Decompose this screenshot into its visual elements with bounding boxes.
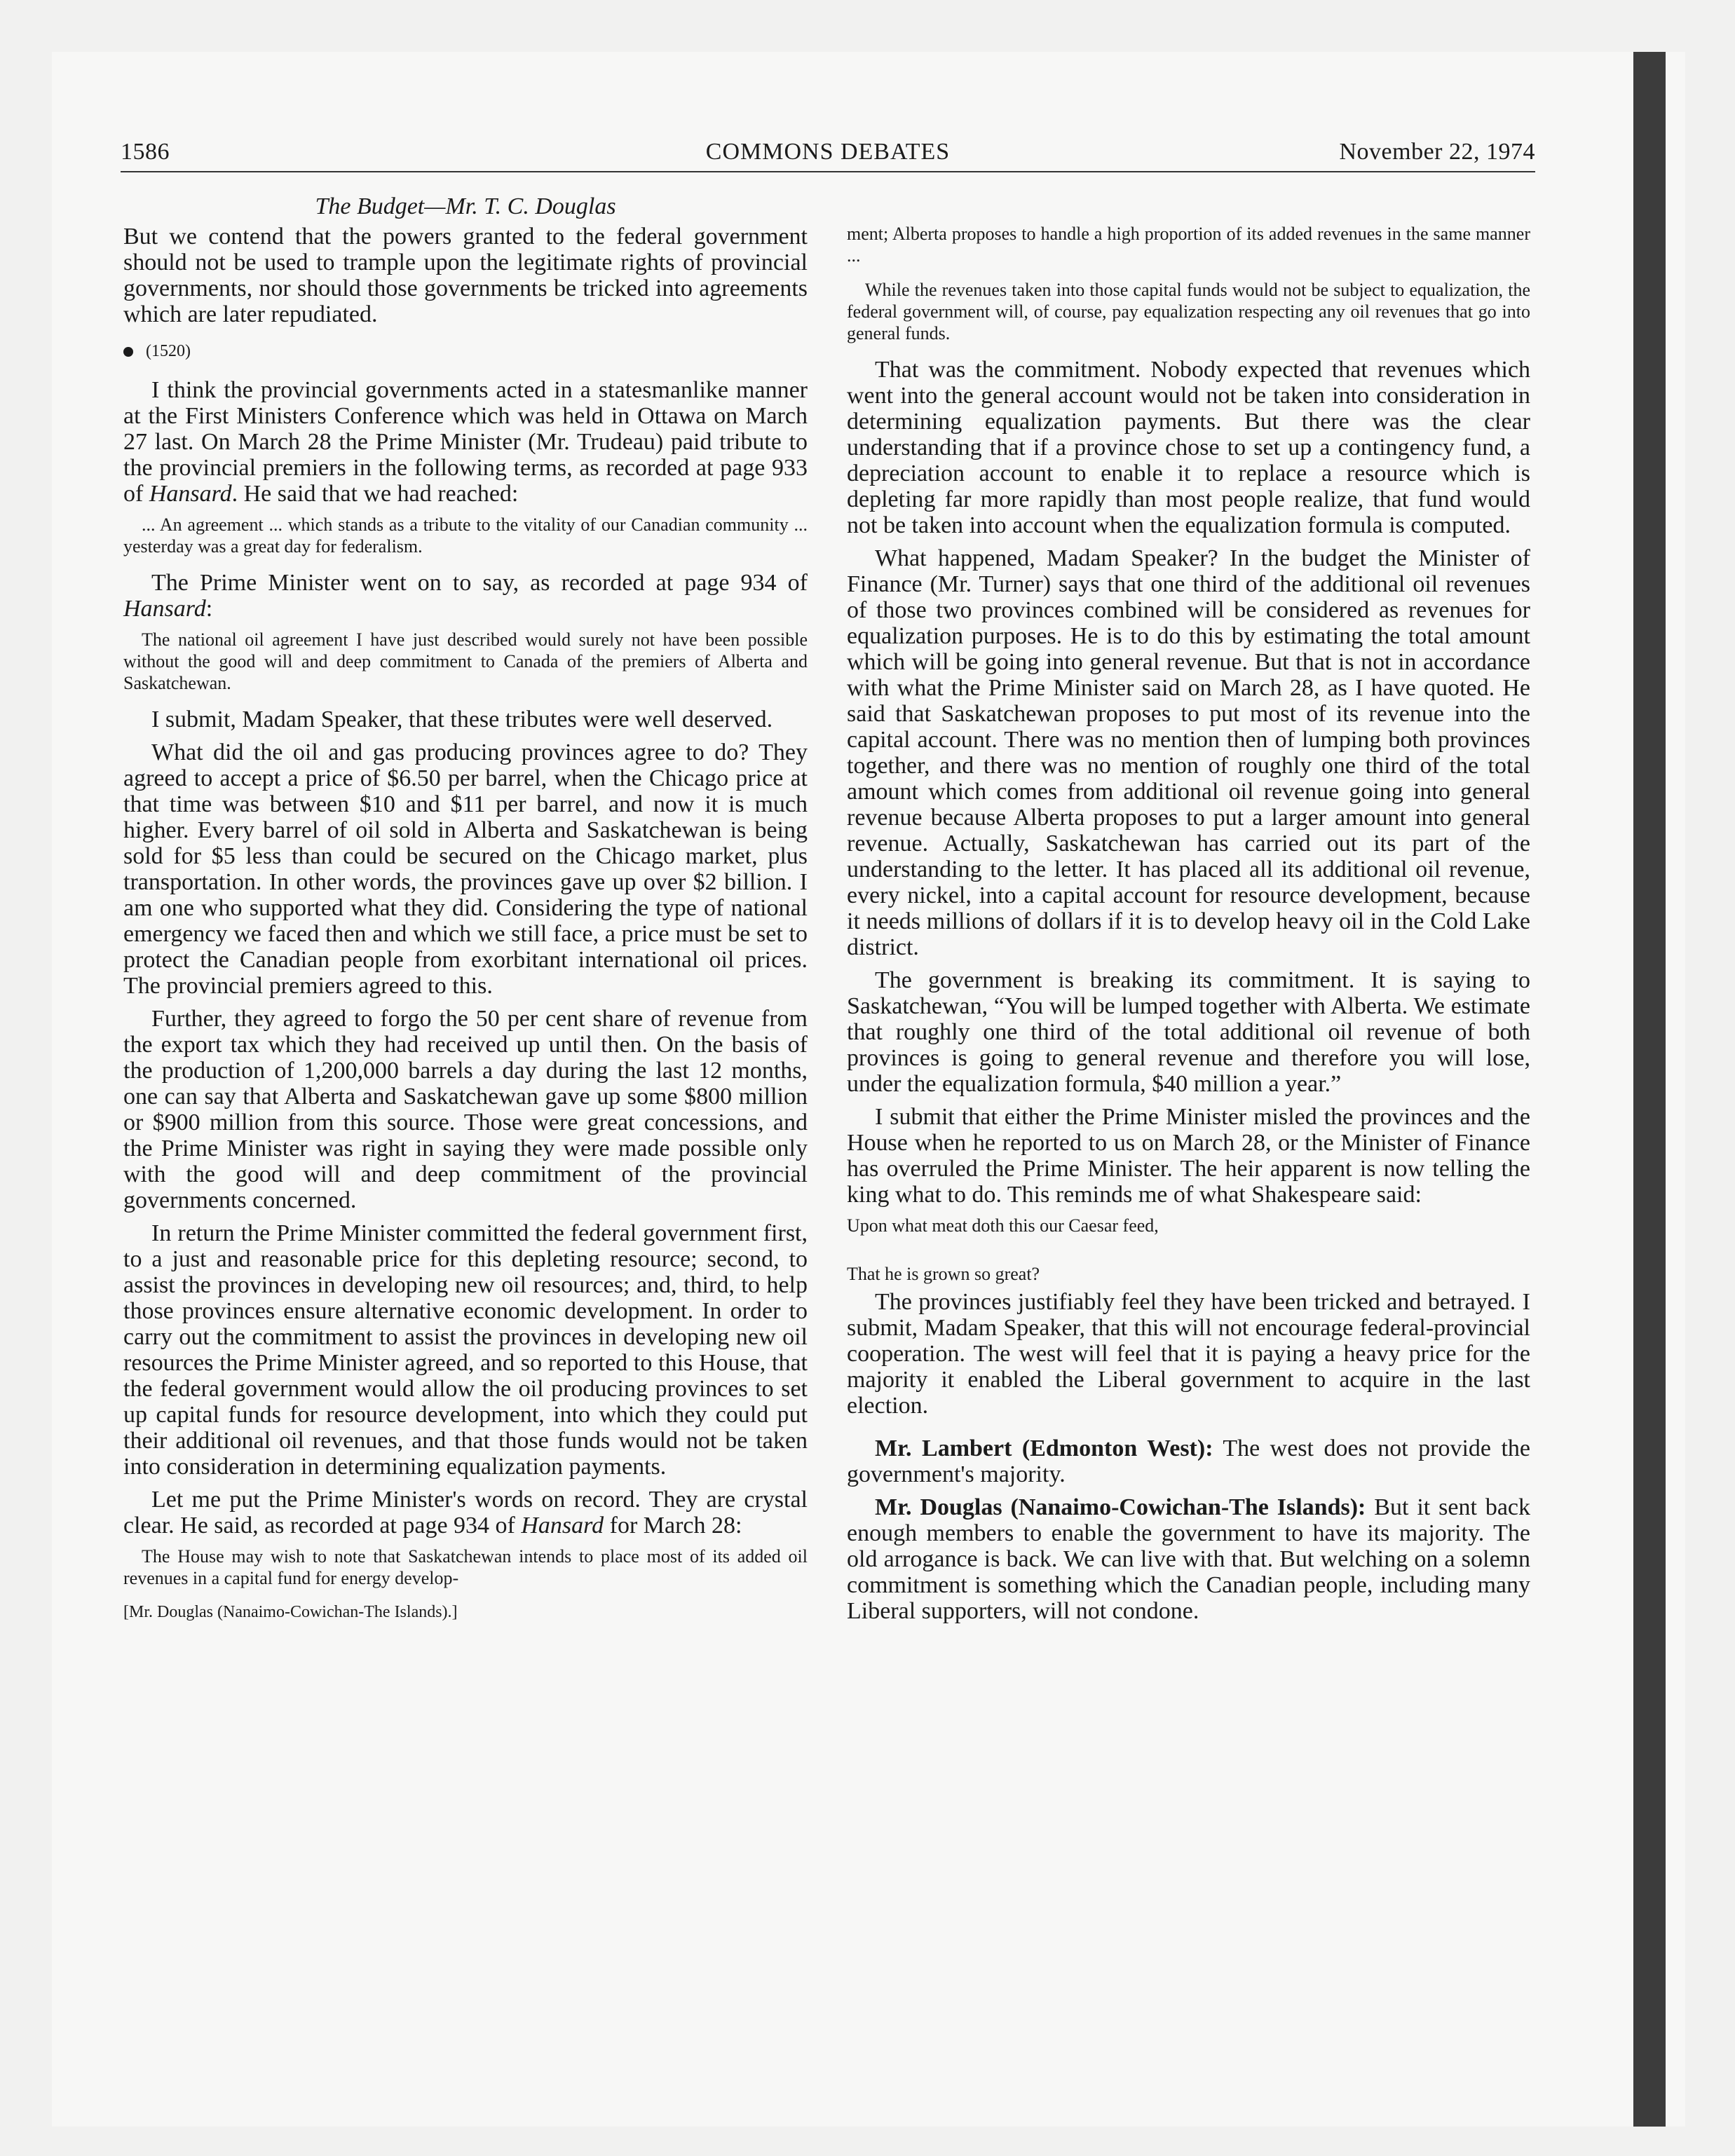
speech-text: The west does not provide the government's majority. bbox=[847, 1435, 1530, 1487]
block-quote: ... An agreement ... which stands as a tribute to the vitality of our Canadian community ... yesterday was a great day for federalism. bbox=[123, 514, 808, 557]
header-rule bbox=[121, 171, 1535, 172]
page-number: 1586 bbox=[121, 139, 170, 165]
text-run: The Prime Minister went on to say, as recorded at page 934 of bbox=[151, 570, 808, 596]
timestamp bbox=[123, 339, 808, 364]
left-column bbox=[123, 193, 808, 1623]
verse-gap bbox=[847, 1241, 1530, 1259]
paragraph bbox=[123, 570, 808, 622]
paragraph bbox=[123, 1487, 808, 1538]
text-run: Let me put the Prime Minister's words on record. They are crystal clear. He said, as recorded at page 934 of bbox=[123, 1487, 808, 1538]
paragraph: The provinces justifiably feel they have been tricked and betrayed. I submit, Madam Speaker, that this will not encourage federal-provincial cooperation. The west will feel that it is paying a heavy price for the majority it enabled the Liberal government to acquire in the last election. bbox=[847, 1289, 1530, 1419]
paragraph: I submit that either the Prime Minister misled the provinces and the House when he reported to us on March 28, or the Minister of Finance has overruled the Prime Minister. The heir apparent is now telling the king what to do. This reminds me of what Shakespeare said: bbox=[847, 1104, 1530, 1208]
timestamp-text: (1520) bbox=[146, 342, 191, 360]
hansard-ref: Hansard bbox=[123, 596, 206, 622]
speech-douglas bbox=[847, 1494, 1530, 1624]
text-run: for March 28: bbox=[604, 1513, 742, 1538]
speech-lambert bbox=[847, 1435, 1530, 1487]
block-quote: The national oil agreement I have just described would surely not have been possible without the good will and deep commitment to Canada of the premiers of Alberta and Saskatchewan. bbox=[123, 629, 808, 693]
paragraph: What happened, Madam Speaker? In the budget the Minister of Finance (Mr. Turner) says that one third of the additional oil revenues of those two provinces combined will be considered as revenues for equalization purposes. He is to do this by estimating the total amount which will be going into general revenue. But that is not in accordance with what the Prime Minister said on March 28, as I have quoted. He said that Saskatchewan proposes to put most of its revenue into the capital account. There was no mention then of lumping both provinces together, and there was no mention of roughly one third of the total amount which comes from additional oil revenue going into general revenue because Alberta proposes to put a larger amount into general revenue. Actually, Saskatchewan has carried out its part of the understanding to the letter. It has placed all its additional oil revenue, every nickel, into a capital account for resource development, because it needs millions of dollars if it is to develop heavy oil in the Cold Lake district. bbox=[847, 545, 1530, 960]
scan-binding-edge bbox=[1633, 52, 1666, 2127]
text-run: : bbox=[205, 596, 213, 622]
paragraph: But we contend that the powers granted to the federal government should not be used to trample upon the legitimate rights of provincial governments, nor should those governments be tricked into agreements which are later repudiated. bbox=[123, 224, 808, 327]
verse-line: That he is grown so great? bbox=[847, 1264, 1040, 1284]
speaker-name: Mr. Douglas (Nanaimo-Cowichan-The Islands): bbox=[875, 1494, 1366, 1520]
page-header bbox=[121, 139, 1535, 171]
block-quote-continued: ment; Alberta proposes to handle a high proportion of its added revenues in the same manner ... bbox=[847, 224, 1530, 266]
right-column bbox=[847, 223, 1530, 1631]
block-quote: While the revenues taken into those capital funds would not be subject to equalization, the federal government will, of course, pay equalization respecting any oil revenues that go into general funds. bbox=[847, 280, 1530, 343]
speech-text: But it sent back enough members to enable the government to have its majority. The old arrogance is back. We can live with that. But welching on a solemn commitment is something which the Canadian people, including many Liberal supporters, will not condone. bbox=[847, 1494, 1531, 1624]
paragraph: What did the oil and gas producing provinces agree to do? They agreed to accept a price of $6.50 per barrel, when the Chicago price at that time was between $10 and $11 per barrel, and now it is much higher. Every barrel of oil sold in Alberta and Saskatchewan is being sold for $5 less than could be secured on the Chicago market, plus transportation. In other words, the provinces gave up over $2 billion. I am one who supported what they did. Considering the type of national emergency we faced then and which we still face, a price must be set to protect the Canadian people from exorbitant international oil prices. The provincial premiers agreed to this. bbox=[123, 739, 808, 999]
speaker-name: Mr. Lambert (Edmonton West): bbox=[875, 1435, 1213, 1461]
hansard-ref: Hansard bbox=[521, 1513, 604, 1538]
paragraph: In return the Prime Minister committed the federal government first, to a just and reasonable price for this depleting resource; second, to assist the provinces in developing new oil resources; and, third, to help those provinces ensure alternative economic development. In order to carry out the commitment to assist the provinces in developing new oil resources the Prime Minister agreed, and so reported to this House, that the federal government would allow the oil producing provinces to set up capital funds for resource development, into which they could put their additional oil revenues, and that those funds would not be taken into consideration in determining equalization payments. bbox=[123, 1220, 808, 1480]
publication-title: COMMONS DEBATES bbox=[705, 139, 951, 165]
paragraph: I submit, Madam Speaker, that these tributes were well deserved. bbox=[151, 707, 773, 732]
paragraph: Further, they agreed to forgo the 50 per cent share of revenue from the export tax which they had received up until then. On the basis of the production of 1,200,000 barrels a day during the last 12 months, one can say that Alberta and Saskatchewan gave up some $800 million or $900 million from this source. Those were great concessions, and the Prime Minister was right in saying they were made possible only with the good will and deep commitment of the provincial governments concerned. bbox=[123, 1006, 808, 1213]
publication-date: November 22, 1974 bbox=[1339, 139, 1535, 165]
verse-line: Upon what meat doth this our Caesar feed, bbox=[847, 1215, 1159, 1236]
block-quote: The House may wish to note that Saskatchewan intends to place most of its added oil revenues in a capital fund for energy develop- bbox=[123, 1546, 808, 1588]
text-run: . He said that we had reached: bbox=[231, 481, 519, 507]
speaker-footer: [Mr. Douglas (Nanaimo-Cowichan-The Islands).] bbox=[123, 1603, 458, 1621]
running-head: The Budget—Mr. T. C. Douglas bbox=[315, 193, 616, 219]
paragraph: The government is breaking its commitment. It is saying to Saskatchewan, “You will be lumped together with Alberta. We estimate that roughly one third of the total additional oil revenue of both provinces is going to general revenue and therefore you will lose, under the equalization formula, $40 million a year.” bbox=[847, 967, 1530, 1097]
paragraph bbox=[123, 377, 808, 507]
text-run: I think the provincial governments acted in a statesmanlike manner at the First Ministers Conference which was held in Ottawa on March 27 last. On March 28 the Prime Minister (Mr. Trudeau) paid tribute to the provincial premiers in the following terms, as recorded at page 933 of bbox=[123, 377, 808, 507]
hansard-ref: Hansard bbox=[149, 481, 232, 507]
bullet-icon bbox=[123, 347, 133, 357]
paragraph: That was the commitment. Nobody expected that revenues which went into the general account would not be taken into consideration in determining equalization payments. But there was the clear understanding that if a province chose to set up a contingency fund, a depreciation account to enable it to replace a resource which is depleting far more rapidly than most people realize, that fund would not be taken into account when the equalization formula is computed. bbox=[847, 357, 1530, 538]
